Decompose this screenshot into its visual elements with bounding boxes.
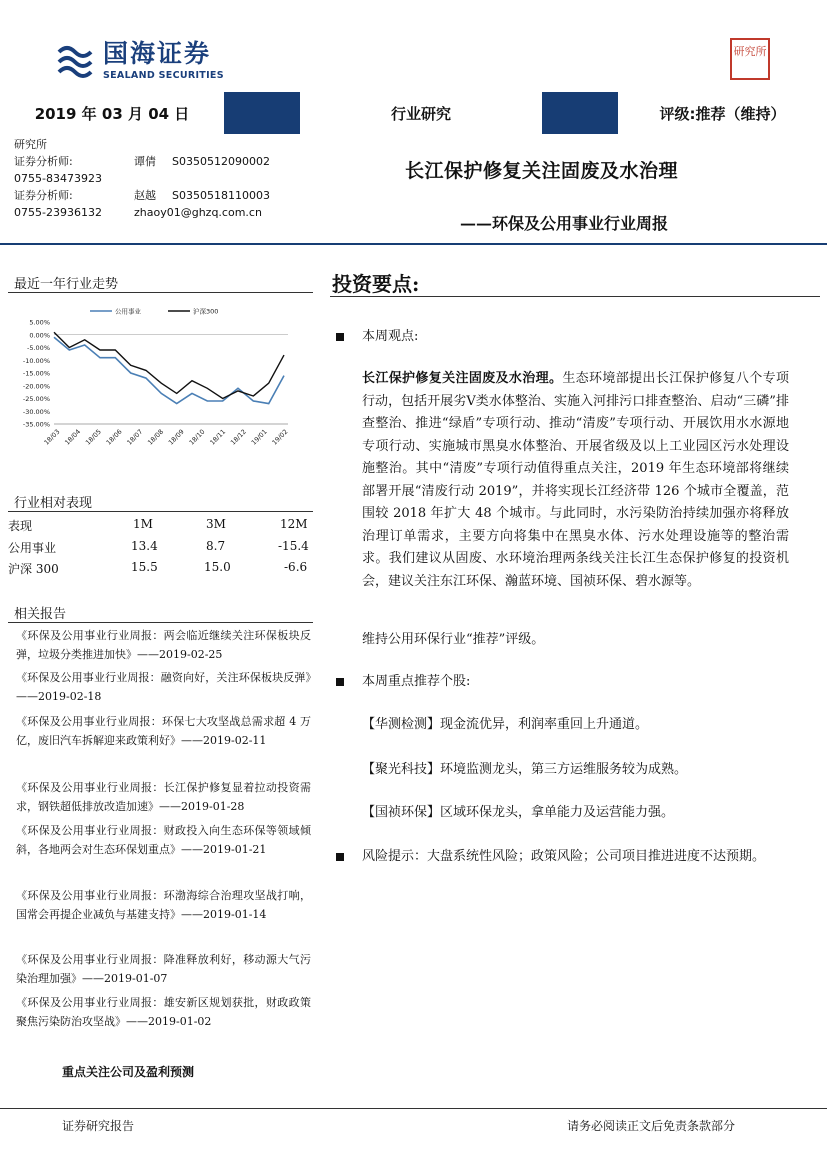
- perf-cell: 15.5: [131, 560, 158, 574]
- report-type: 行业研究: [300, 92, 542, 134]
- analyst-2-email[interactable]: zhaoy01@ghzq.com.cn: [134, 206, 262, 219]
- invest-title: 投资要点:: [332, 272, 420, 296]
- related-report-item[interactable]: 《环保及公用事业行业周报：财政投入向生态环保等领域倾斜，各地两会对生态环保划重点》——2019-01-21: [16, 824, 311, 856]
- bullet-icon: [336, 333, 344, 341]
- related-report-item[interactable]: 《环保及公用事业行业周报：环渤海综合治理攻坚战打响，国常会再提企业减负与基建支持》——2019-01-14: [16, 889, 311, 921]
- related-report-item[interactable]: 《环保及公用事业行业周报：降准释放利好，移动源大气污染治理加强》——2019-01-07: [16, 953, 311, 985]
- analyst-info: [14, 136, 314, 221]
- invest-rule: [330, 296, 820, 297]
- x-tick-label: 18/08: [146, 427, 166, 447]
- perf-cell: 8.7: [206, 539, 226, 553]
- y-tick-label: 5.00%: [29, 318, 50, 327]
- stock-pick-2: [362, 759, 687, 782]
- report-rating: 评级:推荐（维持）: [618, 92, 827, 134]
- sealand-logo-icon: [55, 42, 95, 82]
- x-tick-label: 18/05: [83, 427, 103, 447]
- view-paragraph: [362, 368, 789, 593]
- related-report-item[interactable]: 《环保及公用事业行业周报：雄安新区规划获批，财政政策聚焦污染防治攻坚战》——2019-01-02: [16, 996, 311, 1028]
- logo-en: SEALAND SECURITIES: [103, 70, 224, 81]
- perf-cell: -15.4: [278, 539, 309, 553]
- y-tick-label: -15.00%: [22, 369, 50, 378]
- perf-row-hs300: [8, 560, 308, 580]
- stock-tag: 【国祯环保】: [362, 805, 441, 820]
- stock-text: 现金流优异，利润率重回上升通道。: [440, 717, 649, 732]
- related-report-item[interactable]: 《环保及公用事业行业周报：环保七大攻坚战总需求超 4 万亿，废旧汽车拆解迎来政策利好》——2019-02-11: [16, 715, 311, 747]
- perf-row-utilities: [8, 539, 308, 559]
- seal-text: 研究所: [733, 45, 767, 58]
- legend-label: 公用事业: [115, 307, 141, 316]
- research-seal: [730, 38, 770, 80]
- bullet-icon: [336, 678, 344, 686]
- analyst-2-name: 赵越: [134, 189, 156, 202]
- perf-head-0: 表现: [8, 519, 33, 533]
- related-report-item[interactable]: 《环保及公用事业行业周报：长江保护修复显着拉动投资需求，钢铁超低排放改造加速》——2019-01-28: [16, 781, 311, 813]
- perf-cell: -6.6: [284, 560, 308, 574]
- perf-title: 行业相对表现: [14, 496, 93, 511]
- x-tick-label: 18/06: [104, 427, 124, 447]
- series-line-utilities: [54, 337, 284, 403]
- header-band: [0, 92, 827, 134]
- sub-title: ——环保及公用事业行业周报: [460, 214, 669, 233]
- analyst-2-id: S0350518110003: [172, 189, 270, 202]
- view-text: 生态环境部提出长江保护修复八个专项行动，包括开展劣Ⅴ类水体整治、实施入河排污口排查整治、启动“三磷”排查整治、推进“绿盾”专项行动、推动“清废”专项行动、开展饮用水水源地专项行动、实施城市黑臭水体整治、开展省级及以上工业园区污水处理设施整治。其中“清废”专项行动值得重点关注，2019 年生态环境部将继续部署开展“清废行动 2019”，并将实现长江经济带 126 个城市全覆盖，范围较 2018 年扩大 48 个城市。与此同时，水污染防治持续加强亦将释放治理订单需求，主要方向将集中在黑臭水体、污水处理设施等的整治需求。我们建议从固废、水环境治理两条线关注长江生态保护修复的投资机会，建议关注东江环保、瀚蓝环境、国祯环保、碧水源等。: [362, 371, 789, 589]
- header-rule: [0, 243, 827, 245]
- forecast-title: 重点关注公司及盈利预测: [62, 1065, 195, 1079]
- x-tick-label: 18/04: [63, 427, 83, 447]
- footer-left: 证券研究报告: [62, 1119, 135, 1133]
- perf-cell: 13.4: [131, 539, 158, 553]
- legend-label: 沪深300: [193, 307, 219, 316]
- y-tick-label: -20.00%: [22, 382, 50, 391]
- stock-tag: 【聚光科技】: [362, 762, 441, 777]
- main-title: 长江保护修复关注固废及水治理: [405, 160, 679, 182]
- stock-text: 环境监测龙头，第三方运维服务较为成熟。: [440, 762, 688, 777]
- related-title: 相关报告: [14, 607, 67, 622]
- picks-label: 本周重点推荐个股:: [362, 674, 471, 689]
- x-tick-label: 18/03: [42, 427, 62, 447]
- analyst-2-role: 证券分析师:: [14, 189, 73, 202]
- x-tick-label: 18/10: [187, 427, 207, 447]
- perf-head-2: 3M: [206, 517, 226, 531]
- risk-warning: 风险提示：大盘系统性风险；政策风险；公司项目推进进度不达预期。: [362, 849, 766, 864]
- analyst-1-name: 谭倩: [134, 155, 156, 168]
- report-date: 2019 年 03 月 04 日: [0, 92, 224, 134]
- stock-text: 区域环保龙头，拿单能力及运营能力强。: [440, 805, 675, 820]
- analyst-2-phone: 0755-23936132: [14, 206, 102, 219]
- logo-cn: 国海证券: [103, 39, 212, 68]
- dept: 研究所: [14, 138, 47, 151]
- series-line-hs300: [54, 332, 284, 398]
- x-tick-label: 18/11: [208, 427, 228, 447]
- analyst-1-role: 证券分析师:: [14, 155, 73, 168]
- y-tick-label: -5.00%: [27, 344, 50, 352]
- y-tick-label: -25.00%: [22, 395, 50, 403]
- perf-head-1: 1M: [133, 517, 153, 531]
- y-tick-label: -35.00%: [22, 420, 50, 429]
- y-tick-label: -30.00%: [22, 407, 50, 416]
- logo: [55, 40, 265, 86]
- related-report-item[interactable]: 《环保及公用事业行业周报：两会临近继续关注环保板块反弹，垃圾分类推进加快》——2019-02-25: [16, 629, 311, 661]
- related-report-item[interactable]: 《环保及公用事业行业周报：融资向好，关注环保板块反弹》——2019-02-18: [16, 671, 311, 703]
- analyst-1-id: S0350512090002: [172, 155, 270, 168]
- trend-rule: [8, 292, 313, 293]
- perf-rule: [8, 511, 313, 512]
- trend-chart: [8, 300, 308, 448]
- view-headline: 长江保护修复关注固废及水治理。: [362, 371, 563, 386]
- perf-cell: 公用事业: [8, 541, 57, 555]
- bullet-icon: [336, 853, 344, 861]
- rating-statement: 维持公用环保行业“推荐”评级。: [362, 632, 545, 647]
- x-tick-label: 18/09: [166, 427, 186, 447]
- footer-right: 请务必阅读正文后免责条款部分: [567, 1119, 736, 1133]
- footer-rule: [0, 1108, 827, 1109]
- x-tick-label: 19/02: [270, 427, 290, 447]
- perf-head: [8, 517, 308, 537]
- view-label: 本周观点:: [362, 329, 419, 344]
- stock-pick-3: [362, 802, 674, 825]
- y-tick-label: 0.00%: [29, 331, 50, 340]
- x-tick-label: 18/07: [125, 427, 145, 447]
- perf-cell: 15.0: [204, 560, 231, 574]
- stock-pick-1: [362, 714, 648, 737]
- y-tick-label: -10.00%: [22, 356, 50, 365]
- related-rule: [8, 622, 313, 623]
- x-tick-label: 19/01: [249, 427, 269, 447]
- perf-cell: 沪深 300: [8, 562, 59, 576]
- perf-head-3: 12M: [280, 517, 308, 531]
- trend-title: 最近一年行业走势: [14, 277, 119, 292]
- analyst-1-phone: 0755-83473923: [14, 172, 102, 185]
- stock-tag: 【华测检测】: [362, 717, 441, 732]
- x-tick-label: 18/12: [229, 427, 248, 447]
